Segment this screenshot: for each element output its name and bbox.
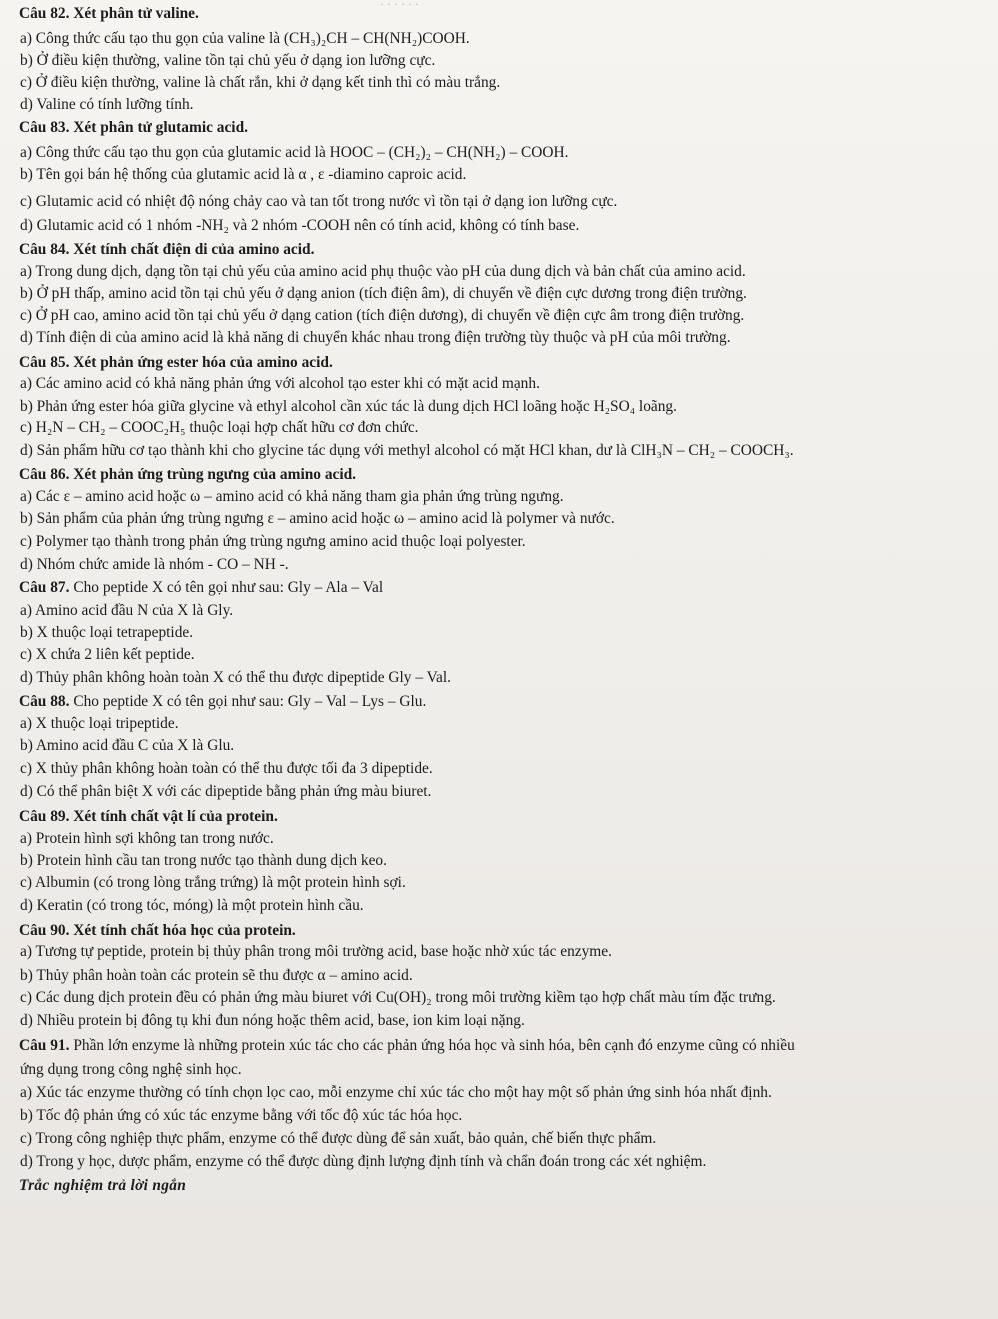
statement-line: d) Sản phẩm hữu cơ tạo thành khi cho glycine tác dụng với methyl alcohol có mặt HCl khan, dư là ClH₃N – CH₂ – COOCH₃. [20,442,794,459]
statement-line: a) Protein hình sợi không tan trong nước. [20,830,274,847]
statement-line: b) Protein hình cầu tan trong nước tạo thành dung dịch keo. [20,852,387,869]
statement-line: c) X chứa 2 liên kết peptide. [20,646,195,663]
statement-line: a) Xúc tác enzyme thường có tính chọn lọc cao, mỗi enzyme chỉ xúc tác cho một hay một số phản ứng sinh hóa nhất định. [20,1084,772,1101]
statement-line: a) Trong dung dịch, dạng tồn tại chủ yếu của amino acid phụ thuộc vào pH của dung dịch và bản chất của amino acid. [20,263,746,280]
statement-line: a) Amino acid đầu N của X là Gly. [20,602,234,619]
statement-line: c) Polymer tạo thành trong phản ứng trùng ngưng amino acid thuộc loại polyester. [20,533,526,550]
statement-line: b) Sản phẩm của phản ứng trùng ngưng ε – amino acid hoặc ω – amino acid là polymer và nước. [20,510,615,527]
statement-line: b) Tốc độ phản ứng có xúc tác enzyme bằng với tốc độ xúc tác hóa học. [20,1107,463,1124]
question-line [19,692,426,712]
statement-line: ứng dụng trong công nghệ sinh học. [20,1061,242,1078]
statement-line: d) Glutamic acid có 1 nhóm -NH₂ và 2 nhóm -COOH nên có tính acid, không có tính base. [20,217,580,234]
statement-line: a) Các amino acid có khả năng phản ứng với alcohol tạo ester khi có mặt acid mạnh. [20,375,540,392]
section-heading: Trắc nghiệm trả lời ngắn [19,1177,187,1194]
question-text: Phần lớn enzyme là những protein xúc tác cho các phản ứng hóa học và sinh hóa, bên cạnh đó enzyme cũng có nhiều [69,1037,795,1054]
question-line: Câu 82. Xét phân tử valine. [19,5,199,22]
statement-line: c) Glutamic acid có nhiệt độ nóng chảy cao và tan tốt trong nước vì tồn tại ở dạng ion lưỡng cực. [20,193,618,210]
question-line [19,1036,795,1056]
statement-line: d) Thủy phân không hoàn toàn X có thể thu được dipeptide Gly – Val. [20,669,451,686]
question-line [19,578,383,598]
statement-line: c) Các dung dịch protein đều có phản ứng màu biuret với Cu(OH)₂ trong môi trường kiềm tạo hợp chất màu tím đặc trưng. [20,989,776,1006]
question-line: Câu 85. Xét phản ứng ester hóa của amino acid. [19,354,333,371]
question-line: Câu 86. Xét phản ứng trùng ngưng của amino acid. [19,466,357,483]
question-number: Câu 87. [19,579,70,596]
statement-line: b) Amino acid đầu C của X là Glu. [20,737,235,754]
statement-line: d) Valine có tính lưỡng tính. [20,96,194,113]
statement-line: b) Tên gọi bán hệ thống của glutamic acid là α , ε -diamino caproic acid. [20,166,467,183]
question-text: Cho peptide X có tên gọi như sau: Gly – Ala – Val [69,579,384,596]
statement-line: b) Ở điều kiện thường, valine tồn tại chủ yếu ở dạng ion lưỡng cực. [20,52,436,69]
statement-line: a) Các ε – amino acid hoặc ω – amino acid có khả năng tham gia phản ứng trùng ngưng. [20,488,564,505]
statement-line: b) X thuộc loại tetrapeptide. [20,624,194,641]
question-line: Câu 83. Xét phân tử glutamic acid. [19,119,248,136]
statement-line: b) Thủy phân hoàn toàn các protein sẽ thu được α – amino acid. [20,967,413,984]
question-number: Câu 88. [19,693,70,710]
statement-line: c) Albumin (có trong lòng trắng trứng) là một protein hình sợi. [20,874,406,891]
question-line: Câu 89. Xét tính chất vật lí của protein. [19,808,278,825]
question-line: Câu 90. Xét tính chất hóa học của protein. [19,922,296,939]
statement-line: d) Có thể phân biệt X với các dipeptide bằng phản ứng màu biuret. [20,783,432,800]
statement-line: c) Trong công nghiệp thực phẩm, enzyme có thể được dùng để sản xuất, bảo quản, chế biến thực phẩm. [20,1130,657,1147]
question-line: Câu 84. Xét tính chất điện di của amino acid. [19,241,315,258]
question-number: Câu 91. [19,1037,70,1054]
statement-line: c) Ở pH cao, amino acid tồn tại chủ yếu ở dạng cation (tích điện dương), di chuyển về điện cực âm trong điện trường. [20,307,745,324]
statement-line: d) Keratin (có trong tóc, móng) là một protein hình cầu. [20,897,364,914]
question-text: Cho peptide X có tên gọi như sau: Gly – Val – Lys – Glu. [69,693,427,710]
statement-line: a) Tương tự peptide, protein bị thủy phân trong môi trường acid, base hoặc nhờ xúc tác enzyme. [20,943,612,960]
statement-line: c) X thủy phân không hoàn toàn có thể thu được tối đa 3 dipeptide. [20,760,433,777]
statement-line: c) H₂N – CH₂ – COOC₂H₅ thuộc loại hợp chất hữu cơ đơn chức. [20,419,419,436]
statement-line: b) Ở pH thấp, amino acid tồn tại chủ yếu ở dạng anion (tích điện âm), di chuyển về điện cực dương trong điện trường. [20,285,747,302]
bleed-through-text: · · · · · · [380,0,419,9]
statement-line: c) Ở điều kiện thường, valine là chất rắn, khi ở dạng kết tinh thì có màu trắng. [20,74,501,91]
statement-line: d) Tính điện di của amino acid là khả năng di chuyển khác nhau trong điện trường tùy thuộc và pH của môi trường. [20,329,731,346]
statement-line: d) Trong y học, dược phẩm, enzyme có thể được dùng định lượng định tính và chẩn đoán trong các xét nghiệm. [20,1153,707,1170]
statement-line: b) Phản ứng ester hóa giữa glycine và ethyl alcohol cần xúc tác là dung dịch HCl loãng hoặc H₂SO₄ loãng. [20,398,677,415]
statement-line: a) Công thức cấu tạo thu gọn của valine là (CH₃)₂CH – CH(NH₂)COOH. [20,30,470,47]
statement-line: d) Nhóm chức amide là nhóm - CO – NH -. [20,556,289,573]
statement-line: d) Nhiều protein bị đông tụ khi đun nóng hoặc thêm acid, base, ion kim loại nặng. [20,1012,525,1029]
statement-line: a) Công thức cấu tạo thu gọn của glutamic acid là HOOC – (CH₂)₂ – CH(NH₂) – COOH. [20,144,569,161]
statement-line: a) X thuộc loại tripeptide. [20,715,179,732]
